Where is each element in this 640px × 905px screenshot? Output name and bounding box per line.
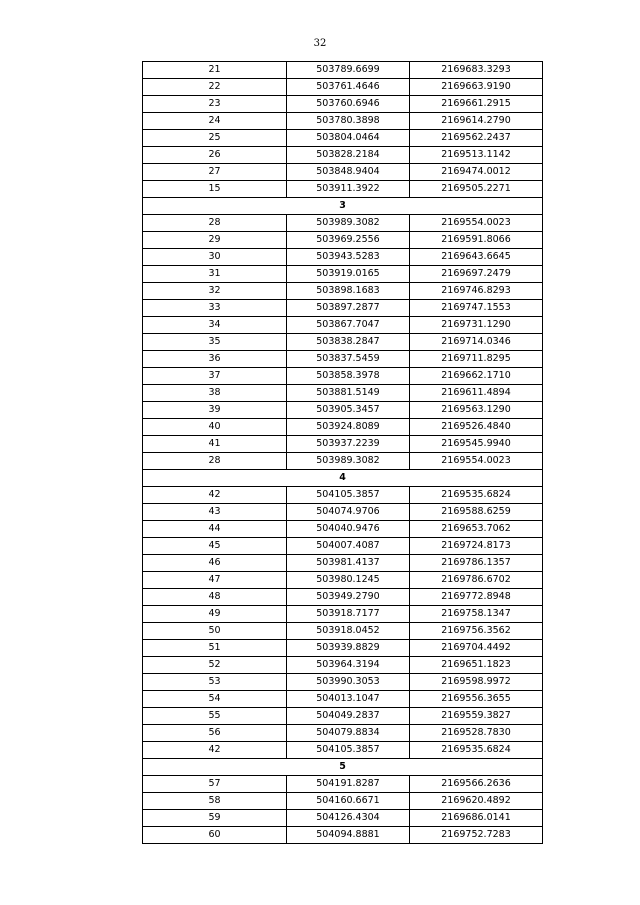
- y-coordinate-cell: 2169554.0023: [410, 453, 543, 470]
- table-row: [143, 708, 543, 725]
- table-row: [143, 776, 543, 793]
- y-coordinate-cell: 2169724.8173: [410, 538, 543, 555]
- x-coordinate-cell: 503989.3082: [287, 215, 410, 232]
- x-coordinate-cell: 504040.9476: [287, 521, 410, 538]
- point-id-cell: 27: [143, 164, 287, 181]
- y-coordinate-cell: 2169591.8066: [410, 232, 543, 249]
- y-coordinate-cell: 2169562.2437: [410, 130, 543, 147]
- table-row: [143, 181, 543, 198]
- table-row: [143, 453, 543, 470]
- table-row: [143, 283, 543, 300]
- point-id-cell: 30: [143, 249, 287, 266]
- point-id-cell: 31: [143, 266, 287, 283]
- table-row: [143, 691, 543, 708]
- x-coordinate-cell: 503924.8089: [287, 419, 410, 436]
- x-coordinate-cell: 503760.6946: [287, 96, 410, 113]
- point-id-cell: 47: [143, 572, 287, 589]
- y-coordinate-cell: 2169535.6824: [410, 742, 543, 759]
- table-row: [143, 436, 543, 453]
- coordinates-table-body: [143, 62, 543, 844]
- point-id-cell: 37: [143, 368, 287, 385]
- table-row: [143, 742, 543, 759]
- table-row: [143, 810, 543, 827]
- x-coordinate-cell: 504126.4304: [287, 810, 410, 827]
- table-row: [143, 725, 543, 742]
- point-id-cell: 23: [143, 96, 287, 113]
- x-coordinate-cell: 503905.3457: [287, 402, 410, 419]
- section-row: [143, 198, 543, 215]
- point-id-cell: 39: [143, 402, 287, 419]
- y-coordinate-cell: 2169786.1357: [410, 555, 543, 572]
- y-coordinate-cell: 2169614.2790: [410, 113, 543, 130]
- point-id-cell: 21: [143, 62, 287, 79]
- y-coordinate-cell: 2169545.9940: [410, 436, 543, 453]
- y-coordinate-cell: 2169513.1142: [410, 147, 543, 164]
- y-coordinate-cell: 2169620.4892: [410, 793, 543, 810]
- y-coordinate-cell: 2169651.1823: [410, 657, 543, 674]
- x-coordinate-cell: 503939.8829: [287, 640, 410, 657]
- page-number: 32: [313, 38, 327, 49]
- table-row: [143, 164, 543, 181]
- point-id-cell: 52: [143, 657, 287, 674]
- x-coordinate-cell: 503804.0464: [287, 130, 410, 147]
- table-row: [143, 215, 543, 232]
- point-id-cell: 33: [143, 300, 287, 317]
- point-id-cell: 15: [143, 181, 287, 198]
- table-row: [143, 827, 543, 844]
- y-coordinate-cell: 2169772.8948: [410, 589, 543, 606]
- table-row: [143, 402, 543, 419]
- table-row: [143, 606, 543, 623]
- y-coordinate-cell: 2169786.6702: [410, 572, 543, 589]
- table-row: [143, 96, 543, 113]
- section-label: 3: [143, 198, 543, 215]
- y-coordinate-cell: 2169563.1290: [410, 402, 543, 419]
- x-coordinate-cell: 503964.3194: [287, 657, 410, 674]
- x-coordinate-cell: 503867.7047: [287, 317, 410, 334]
- table-row: [143, 232, 543, 249]
- table-row: [143, 334, 543, 351]
- x-coordinate-cell: 503789.6699: [287, 62, 410, 79]
- table-row: [143, 266, 543, 283]
- section-row: [143, 470, 543, 487]
- point-id-cell: 36: [143, 351, 287, 368]
- x-coordinate-cell: 503780.3898: [287, 113, 410, 130]
- section-row: [143, 759, 543, 776]
- x-coordinate-cell: 504105.3857: [287, 487, 410, 504]
- y-coordinate-cell: 2169704.4492: [410, 640, 543, 657]
- table-row: [143, 113, 543, 130]
- table-row: [143, 657, 543, 674]
- point-id-cell: 41: [143, 436, 287, 453]
- x-coordinate-cell: 503981.4137: [287, 555, 410, 572]
- table-row: [143, 419, 543, 436]
- table-row: [143, 589, 543, 606]
- point-id-cell: 46: [143, 555, 287, 572]
- y-coordinate-cell: 2169556.3655: [410, 691, 543, 708]
- x-coordinate-cell: 504094.8881: [287, 827, 410, 844]
- point-id-cell: 25: [143, 130, 287, 147]
- y-coordinate-cell: 2169588.6259: [410, 504, 543, 521]
- point-id-cell: 35: [143, 334, 287, 351]
- point-id-cell: 57: [143, 776, 287, 793]
- point-id-cell: 55: [143, 708, 287, 725]
- y-coordinate-cell: 2169528.7830: [410, 725, 543, 742]
- table-row: [143, 368, 543, 385]
- y-coordinate-cell: 2169535.6824: [410, 487, 543, 504]
- x-coordinate-cell: 503918.7177: [287, 606, 410, 623]
- y-coordinate-cell: 2169526.4840: [410, 419, 543, 436]
- y-coordinate-cell: 2169505.2271: [410, 181, 543, 198]
- x-coordinate-cell: 503761.4646: [287, 79, 410, 96]
- point-id-cell: 38: [143, 385, 287, 402]
- point-id-cell: 29: [143, 232, 287, 249]
- y-coordinate-cell: 2169559.3827: [410, 708, 543, 725]
- y-coordinate-cell: 2169746.8293: [410, 283, 543, 300]
- point-id-cell: 28: [143, 215, 287, 232]
- y-coordinate-cell: 2169731.1290: [410, 317, 543, 334]
- point-id-cell: 44: [143, 521, 287, 538]
- point-id-cell: 58: [143, 793, 287, 810]
- table-row: [143, 521, 543, 538]
- x-coordinate-cell: 503937.2239: [287, 436, 410, 453]
- x-coordinate-cell: 503918.0452: [287, 623, 410, 640]
- section-label: 5: [143, 759, 543, 776]
- x-coordinate-cell: 503969.2556: [287, 232, 410, 249]
- table-row: [143, 147, 543, 164]
- y-coordinate-cell: 2169752.7283: [410, 827, 543, 844]
- x-coordinate-cell: 503897.2877: [287, 300, 410, 317]
- table-row: [143, 555, 543, 572]
- x-coordinate-cell: 503919.0165: [287, 266, 410, 283]
- table-row: [143, 538, 543, 555]
- table-row: [143, 62, 543, 79]
- point-id-cell: 53: [143, 674, 287, 691]
- point-id-cell: 50: [143, 623, 287, 640]
- point-id-cell: 56: [143, 725, 287, 742]
- y-coordinate-cell: 2169566.2636: [410, 776, 543, 793]
- x-coordinate-cell: 503980.1245: [287, 572, 410, 589]
- x-coordinate-cell: 504013.1047: [287, 691, 410, 708]
- point-id-cell: 28: [143, 453, 287, 470]
- x-coordinate-cell: 504079.8834: [287, 725, 410, 742]
- y-coordinate-cell: 2169474.0012: [410, 164, 543, 181]
- table-row: [143, 674, 543, 691]
- y-coordinate-cell: 2169697.2479: [410, 266, 543, 283]
- y-coordinate-cell: 2169686.0141: [410, 810, 543, 827]
- y-coordinate-cell: 2169747.1553: [410, 300, 543, 317]
- table-row: [143, 640, 543, 657]
- table-row: [143, 317, 543, 334]
- x-coordinate-cell: 503898.1683: [287, 283, 410, 300]
- table-row: [143, 623, 543, 640]
- point-id-cell: 22: [143, 79, 287, 96]
- x-coordinate-cell: 503837.5459: [287, 351, 410, 368]
- y-coordinate-cell: 2169611.4894: [410, 385, 543, 402]
- x-coordinate-cell: 503990.3053: [287, 674, 410, 691]
- point-id-cell: 60: [143, 827, 287, 844]
- coordinates-table: [142, 61, 543, 844]
- table-row: [143, 300, 543, 317]
- y-coordinate-cell: 2169662.1710: [410, 368, 543, 385]
- point-id-cell: 45: [143, 538, 287, 555]
- point-id-cell: 26: [143, 147, 287, 164]
- y-coordinate-cell: 2169598.9972: [410, 674, 543, 691]
- y-coordinate-cell: 2169653.7062: [410, 521, 543, 538]
- section-label: 4: [143, 470, 543, 487]
- x-coordinate-cell: 503989.3082: [287, 453, 410, 470]
- x-coordinate-cell: 503828.2184: [287, 147, 410, 164]
- point-id-cell: 54: [143, 691, 287, 708]
- y-coordinate-cell: 2169663.9190: [410, 79, 543, 96]
- x-coordinate-cell: 504191.8287: [287, 776, 410, 793]
- y-coordinate-cell: 2169661.2915: [410, 96, 543, 113]
- table-row: [143, 79, 543, 96]
- point-id-cell: 49: [143, 606, 287, 623]
- x-coordinate-cell: 503949.2790: [287, 589, 410, 606]
- table-row: [143, 385, 543, 402]
- x-coordinate-cell: 504049.2837: [287, 708, 410, 725]
- point-id-cell: 51: [143, 640, 287, 657]
- point-id-cell: 24: [143, 113, 287, 130]
- table-row: [143, 572, 543, 589]
- y-coordinate-cell: 2169714.0346: [410, 334, 543, 351]
- table-row: [143, 504, 543, 521]
- point-id-cell: 34: [143, 317, 287, 334]
- y-coordinate-cell: 2169643.6645: [410, 249, 543, 266]
- y-coordinate-cell: 2169758.1347: [410, 606, 543, 623]
- x-coordinate-cell: 503848.9404: [287, 164, 410, 181]
- table-row: [143, 351, 543, 368]
- point-id-cell: 32: [143, 283, 287, 300]
- x-coordinate-cell: 503943.5283: [287, 249, 410, 266]
- x-coordinate-cell: 504105.3857: [287, 742, 410, 759]
- x-coordinate-cell: 503911.3922: [287, 181, 410, 198]
- point-id-cell: 42: [143, 742, 287, 759]
- point-id-cell: 40: [143, 419, 287, 436]
- point-id-cell: 59: [143, 810, 287, 827]
- y-coordinate-cell: 2169711.8295: [410, 351, 543, 368]
- x-coordinate-cell: 503838.2847: [287, 334, 410, 351]
- y-coordinate-cell: 2169756.3562: [410, 623, 543, 640]
- x-coordinate-cell: 503858.3978: [287, 368, 410, 385]
- table-row: [143, 130, 543, 147]
- table-row: [143, 249, 543, 266]
- point-id-cell: 42: [143, 487, 287, 504]
- x-coordinate-cell: 504007.4087: [287, 538, 410, 555]
- x-coordinate-cell: 504160.6671: [287, 793, 410, 810]
- x-coordinate-cell: 504074.9706: [287, 504, 410, 521]
- table-row: [143, 793, 543, 810]
- point-id-cell: 48: [143, 589, 287, 606]
- y-coordinate-cell: 2169554.0023: [410, 215, 543, 232]
- table-row: [143, 487, 543, 504]
- point-id-cell: 43: [143, 504, 287, 521]
- x-coordinate-cell: 503881.5149: [287, 385, 410, 402]
- y-coordinate-cell: 2169683.3293: [410, 62, 543, 79]
